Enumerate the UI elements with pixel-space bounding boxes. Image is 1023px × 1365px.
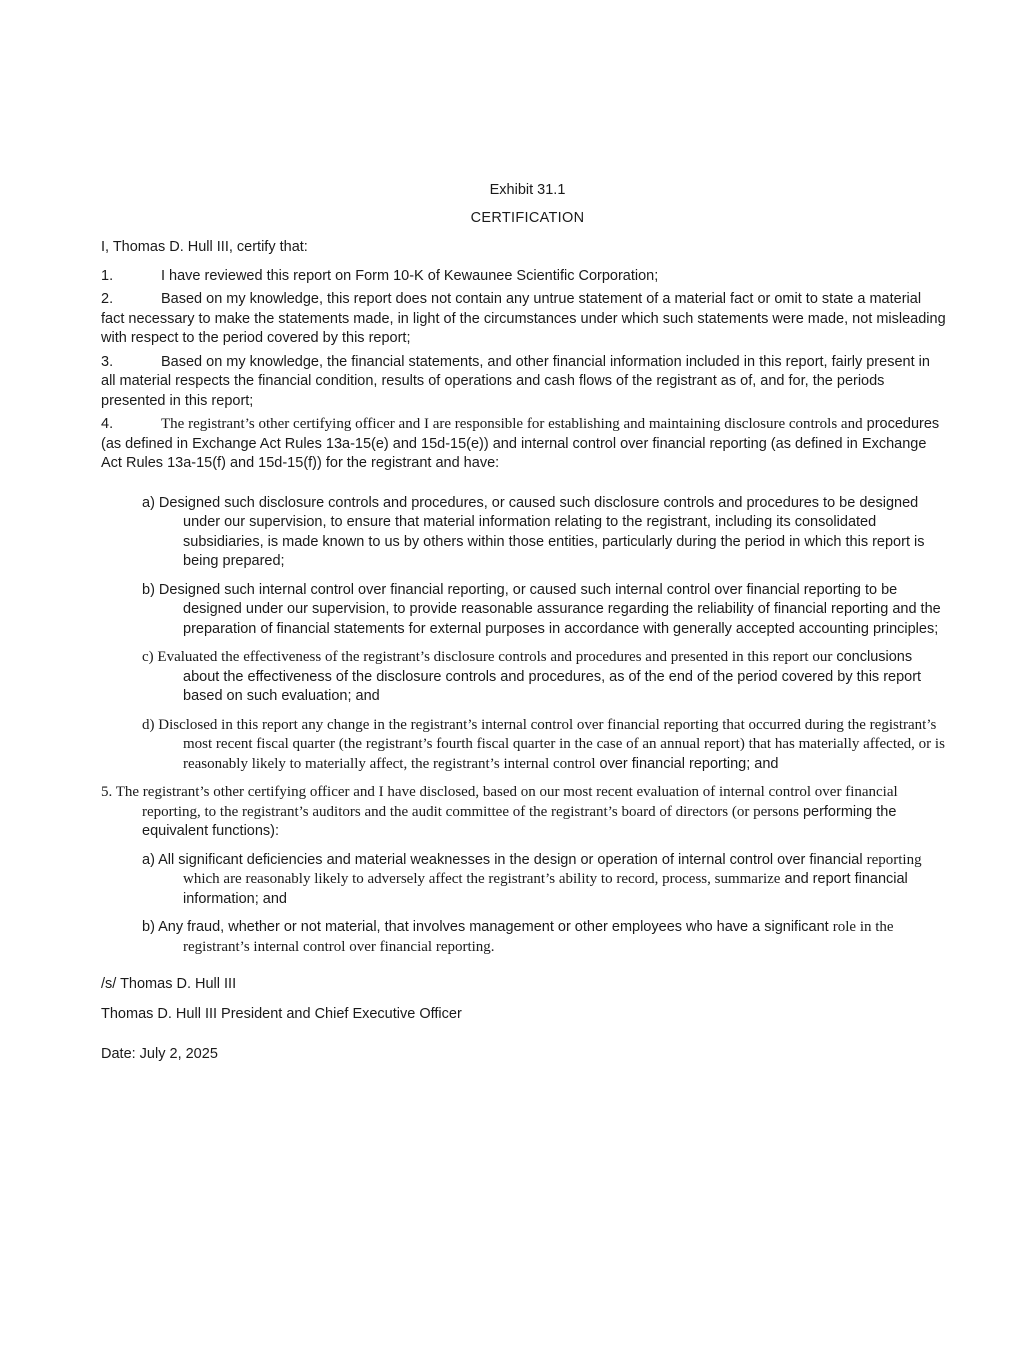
item-4d (142, 716, 946, 775)
item-text: over financial reporting; and (599, 755, 779, 772)
item-text: and report financial information; and (183, 871, 908, 907)
item-4c (142, 648, 946, 707)
certification-document (101, 181, 946, 1065)
paragraph-text: Based on my knowledge, this report does not contain any untrue statement of a material fact or omit to state a material fact necessary to make the statements made, in light of the circumstances under which such statements were made, not misleading with respect to the period covered by this report; (101, 291, 946, 346)
paragraph-number: 2. (101, 291, 114, 307)
signature-line: /s/ Thomas D. Hull III (101, 976, 237, 992)
paragraph-text: Based on my knowledge, the financial statements, and other financial information included in this report, fairly present in all material respects the financial condition, results of operations and cash flows of the registrant as of, and for, the periods presented in this report; (101, 353, 930, 409)
item-text: a) Designed such disclosure controls and procedures, or caused such disclosure controls and procedures to be designed under our supervision, to ensure that material information relating to the registrant, including its consolidated subsidiaries, is made known to us by others within those entities, particularly during the period in which this report is being prepared; (142, 494, 925, 569)
paragraph-text-serif: 5. The registrant’s other certifying officer and I have disclosed, based on our most recent evaluation of internal control over financial reporting, to the registrant’s auditors and the audit committee of the registrant’s board of directors (or persons (101, 784, 898, 820)
paragraph-text: performing the equivalent functions): (142, 803, 897, 839)
item-4b (142, 581, 946, 640)
paragraph-text: I have reviewed this report on Form 10-K of Kewaunee Scientific Corporation; (161, 267, 659, 284)
paragraph-5 (101, 783, 946, 842)
item-5b (142, 918, 946, 957)
paragraph-number: 4. (101, 416, 114, 432)
item-text-serif: c) Evaluated the effectiveness of the registrant’s disclosure controls and procedures and presented in this report our (142, 649, 833, 665)
paragraph-number: 3. (101, 353, 114, 370)
item-text-serif: reporting which are reasonably likely to adversely affect the registrant’s ability to record, process, summarize (183, 851, 922, 887)
document-title: CERTIFICATION (470, 209, 585, 226)
item-text-serif: role in the registrant’s internal control over financial reporting. (183, 919, 894, 955)
paragraph-text-serif: The registrant’s other certifying officer and I are responsible for establishing and maintaining disclosure controls and (161, 416, 863, 432)
item-text: a) All significant deficiencies and material weaknesses in the design or operation of internal control over financial (142, 851, 863, 868)
paragraph-1 (101, 267, 946, 287)
item-4a (142, 494, 946, 572)
item-text: conclusions about the effectiveness of the disclosure controls and procedures, as of the end of the period covered by this report based on such evaluation; and (183, 649, 922, 704)
item-text: b) Designed such internal control over financial reporting, or caused such internal control over financial reporting to be designed under our supervision, to provide reasonable assurance regarding the reliability of financial reporting and the preparation of financial statements for external purposes in accordance with generally accepted accounting principles; (142, 581, 941, 637)
certification-intro: I, Thomas D. Hull III, certify that: (101, 239, 308, 255)
signature-date: Date: July 2, 2025 (101, 1046, 218, 1062)
paragraph-3 (101, 353, 946, 412)
item-text: b) Any fraud, whether or not material, that involves management or other employees who have a significant (142, 919, 829, 935)
paragraph-number: 1. (101, 267, 114, 284)
paragraph-4 (101, 415, 946, 474)
paragraph-2 (101, 290, 946, 349)
exhibit-label: Exhibit 31.1 (489, 182, 566, 198)
paragraph-text: procedures (as defined in Exchange Act Rules 13a-15(e) and 15d-15(e)) and internal control over financial reporting (as defined in Exchange Act Rules 13a-15(f) and 15d-15(f)) for the registrant and have: (101, 416, 940, 471)
item-5a (142, 851, 946, 910)
item-text-serif: d) Disclosed in this report any change in the registrant’s internal control over financial reporting that occurred during the registrant’s most recent fiscal quarter (the registrant’s fourth fiscal quarter in the case of an annual report) that has materially affected, or is reasonably likely to materially affect, the registrant’s internal control (142, 716, 945, 772)
signer-name-title: Thomas D. Hull III President and Chief Executive Officer (101, 1005, 462, 1022)
